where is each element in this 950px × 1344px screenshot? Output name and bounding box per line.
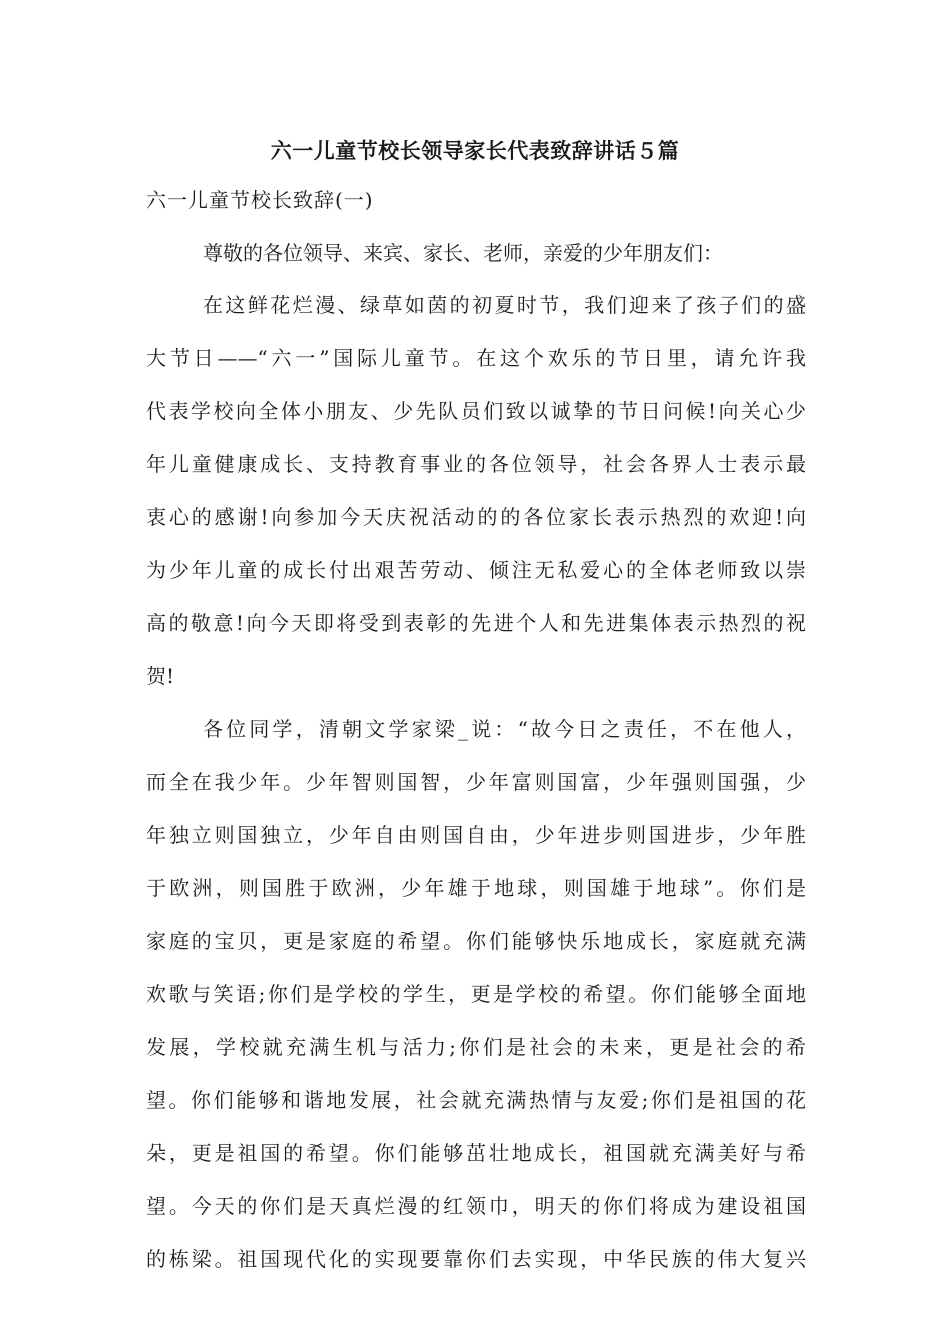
text-line: 于欧洲，则国胜于欧洲，少年雄于地球，则国雄于地球”。你们是 [146, 876, 806, 900]
text-line: 年独立则国独立，少年自由则国自由，少年进步则国进步，少年胜 [146, 823, 806, 847]
text-line: 尊敬的各位领导、来宾、家长、老师，亲爱的少年朋友们： [203, 241, 723, 265]
text-line: 发展，学校就充满生机与活力;你们是社会的未来，更是社会的希 [146, 1035, 806, 1059]
text-line: 高的敬意!向今天即将受到表彰的先进个人和先进集体表示热烈的祝 [146, 611, 806, 635]
document-title: 六一儿童节校长领导家长代表致辞讲话５篇 [270, 139, 680, 163]
text-line: 在这鲜花烂漫、绿草如茵的初夏时节，我们迎来了孩子们的盛 [203, 293, 806, 317]
text-line: 家庭的宝贝，更是家庭的希望。你们能够快乐地成长，家庭就充满 [146, 929, 806, 953]
text-line: 欢歌与笑语;你们是学校的学生，更是学校的希望。你们能够全面地 [146, 982, 806, 1006]
text-line: 衷心的感谢!向参加今天庆祝活动的的各位家长表示热烈的欢迎!向 [146, 505, 806, 529]
text-line: 大节日——“六一”国际儿童节。在这个欢乐的节日里，请允许我 [146, 346, 806, 370]
text-line: 望。今天的你们是天真烂漫的红领巾，明天的你们将成为建设祖国 [146, 1194, 806, 1218]
text-line: 贺! [146, 664, 175, 688]
text-line: 而全在我少年。少年智则国智，少年富则国富，少年强则国强，少 [146, 770, 806, 794]
text-line: 为少年儿童的成长付出艰苦劳动、倾注无私爱心的全体老师致以崇 [146, 558, 806, 582]
text-line: 各位同学，清朝文学家梁_说：“故今日之责任，不在他人， [203, 717, 806, 741]
text-line: 望。你们能够和谐地发展，社会就充满热情与友爱;你们是祖国的花 [146, 1088, 806, 1112]
section-heading: 六一儿童节校长致辞(一) [146, 188, 374, 212]
text-line: 年儿童健康成长、支持教育事业的各位领导，社会各界人士表示最 [146, 452, 806, 476]
text-line: 朵，更是祖国的希望。你们能够茁壮地成长，祖国就充满美好与希 [146, 1141, 806, 1165]
text-line: 的栋梁。祖国现代化的实现要靠你们去实现，中华民族的伟大复兴 [146, 1247, 806, 1271]
text-line: 代表学校向全体小朋友、少先队员们致以诚挚的节日问候!向关心少 [146, 399, 806, 423]
